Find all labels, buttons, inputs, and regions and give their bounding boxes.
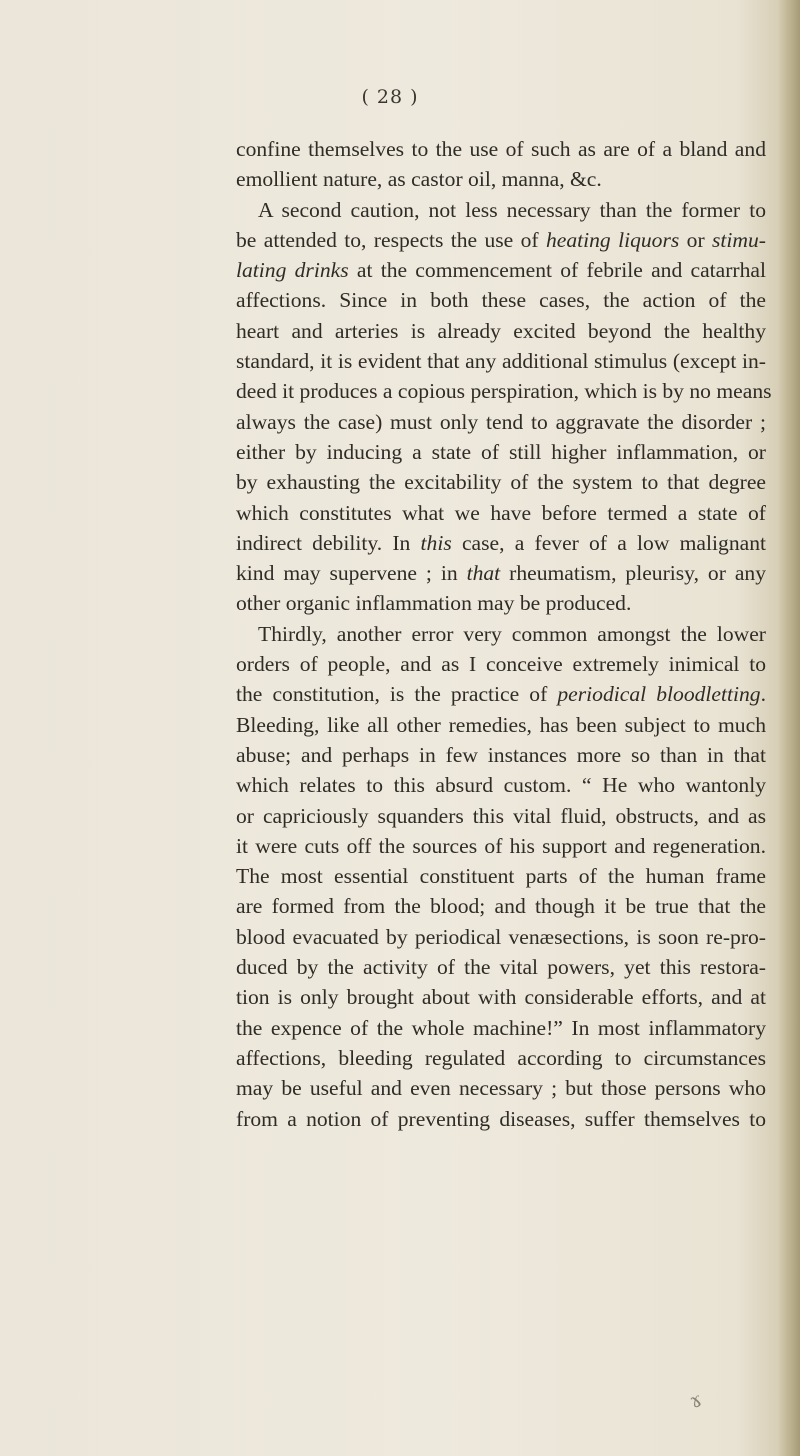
text-line	[236, 770, 766, 800]
text-segment: from a notion of preventing diseases, suffer themselves to	[236, 1106, 766, 1131]
ink-mark: ɤ	[686, 1386, 706, 1414]
italic-phrase: lating drinks	[236, 258, 349, 283]
text-segment: The most essential constituent parts of the human frame	[236, 864, 766, 889]
text-segment: always the case) must only tend to aggravate the disorder ;	[236, 409, 766, 434]
text-line	[236, 861, 766, 891]
text-line	[236, 679, 766, 709]
text-line	[236, 164, 766, 194]
text-segment: affections. Since in both these cases, the action of the	[236, 288, 766, 313]
text-segment: the constitution, is the practice of	[236, 682, 558, 707]
text-line	[236, 316, 766, 346]
text-segment: Bleeding, like all other remedies, has been subject to much	[236, 712, 766, 737]
text-line	[236, 922, 766, 952]
text-line	[236, 195, 766, 225]
text-segment: may be useful and even necessary ; but those persons who	[236, 1076, 766, 1101]
page-number: ( 28 )	[361, 86, 419, 108]
text-line	[236, 740, 766, 770]
text-line	[236, 558, 766, 588]
text-line	[236, 528, 766, 558]
text-segment: deed it produces a copious perspiration, which is by no means	[236, 379, 772, 404]
text-line	[236, 1104, 766, 1134]
text-segment: at the commencement of febrile and catarrhal	[348, 258, 766, 283]
text-segment: confine themselves to the use of such as are of a bland and	[236, 137, 766, 161]
text-segment: by exhausting the excitability of the system to that degree	[236, 470, 766, 495]
text-segment: the expence of the whole machine!” In most inflammatory	[236, 1015, 766, 1040]
text-line	[236, 1073, 766, 1103]
text-segment: either by inducing a state of still higher inflammation, or	[236, 439, 766, 464]
italic-phrase: this	[420, 530, 452, 555]
text-line	[236, 407, 766, 437]
italic-phrase: periodical bloodletting	[557, 682, 761, 707]
text-segment: duced by the activity of the vital powers, yet this restora-	[236, 955, 766, 980]
text-line	[236, 255, 766, 285]
text-line	[236, 710, 766, 740]
text-segment: tion is only brought about with considerable efforts, and at	[236, 985, 766, 1010]
text-line	[236, 225, 766, 255]
text-line	[236, 649, 766, 679]
text-segment: affections, bleeding regulated according to circumstances	[236, 1045, 766, 1070]
text-line	[236, 801, 766, 831]
text-segment: be attended to, respects the use of	[236, 227, 546, 252]
text-segment: .	[760, 682, 766, 707]
text-segment: rheumatism, pleurisy, or any	[500, 561, 767, 586]
text-segment: kind may supervene ; in	[236, 561, 467, 586]
text-line	[236, 1013, 766, 1043]
text-segment: orders of people, and as I conceive extremely inimical to	[236, 652, 766, 677]
text-segment: abuse; and perhaps in few instances more so than in that	[236, 742, 766, 767]
text-line	[236, 982, 766, 1012]
text-line	[236, 1043, 766, 1073]
text-segment: indirect debility. In	[236, 530, 421, 555]
text-segment: emollient nature, as castor oil, manna, &c.	[236, 167, 602, 192]
text-line	[236, 346, 766, 376]
text-segment: case, a fever of a low malignant	[451, 530, 766, 555]
text-line	[236, 134, 766, 164]
text-line	[236, 285, 766, 315]
text-segment: it were cuts off the sources of his support and regeneration.	[236, 833, 766, 858]
page-edge-shadow	[778, 0, 800, 1456]
text-line	[236, 376, 772, 406]
text-segment: which relates to this absurd custom. “ He who wantonly	[236, 773, 766, 798]
text-segment: blood evacuated by periodical venæsections, is soon re-pro-	[236, 924, 766, 949]
text-segment: A second caution, not less necessary than the former to	[258, 197, 766, 222]
text-line	[236, 498, 766, 528]
italic-phrase: that	[466, 561, 501, 586]
text-line	[236, 952, 766, 982]
text-segment: standard, it is evident that any additional stimulus (except in-	[236, 349, 766, 374]
body-text	[236, 134, 772, 1134]
text-line	[236, 467, 766, 497]
text-segment: Thirdly, another error very common amongst the lower	[258, 621, 766, 646]
text-line	[236, 588, 766, 618]
text-segment: or	[679, 227, 712, 252]
text-segment: other organic inflammation may be produced.	[236, 591, 632, 616]
text-line	[236, 437, 766, 467]
italic-phrase: heating liquors	[545, 227, 680, 252]
text-segment: or capriciously squanders this vital fluid, obstructs, and as	[236, 803, 766, 828]
text-line	[236, 891, 766, 921]
text-line	[236, 831, 766, 861]
italic-phrase: stimu-	[712, 227, 766, 252]
text-segment: heart and arteries is already excited beyond the healthy	[236, 318, 766, 343]
text-segment: are formed from the blood; and though it be true that the	[236, 894, 766, 919]
text-line	[236, 619, 766, 649]
text-segment: which constitutes what we have before termed a state of	[236, 500, 766, 525]
